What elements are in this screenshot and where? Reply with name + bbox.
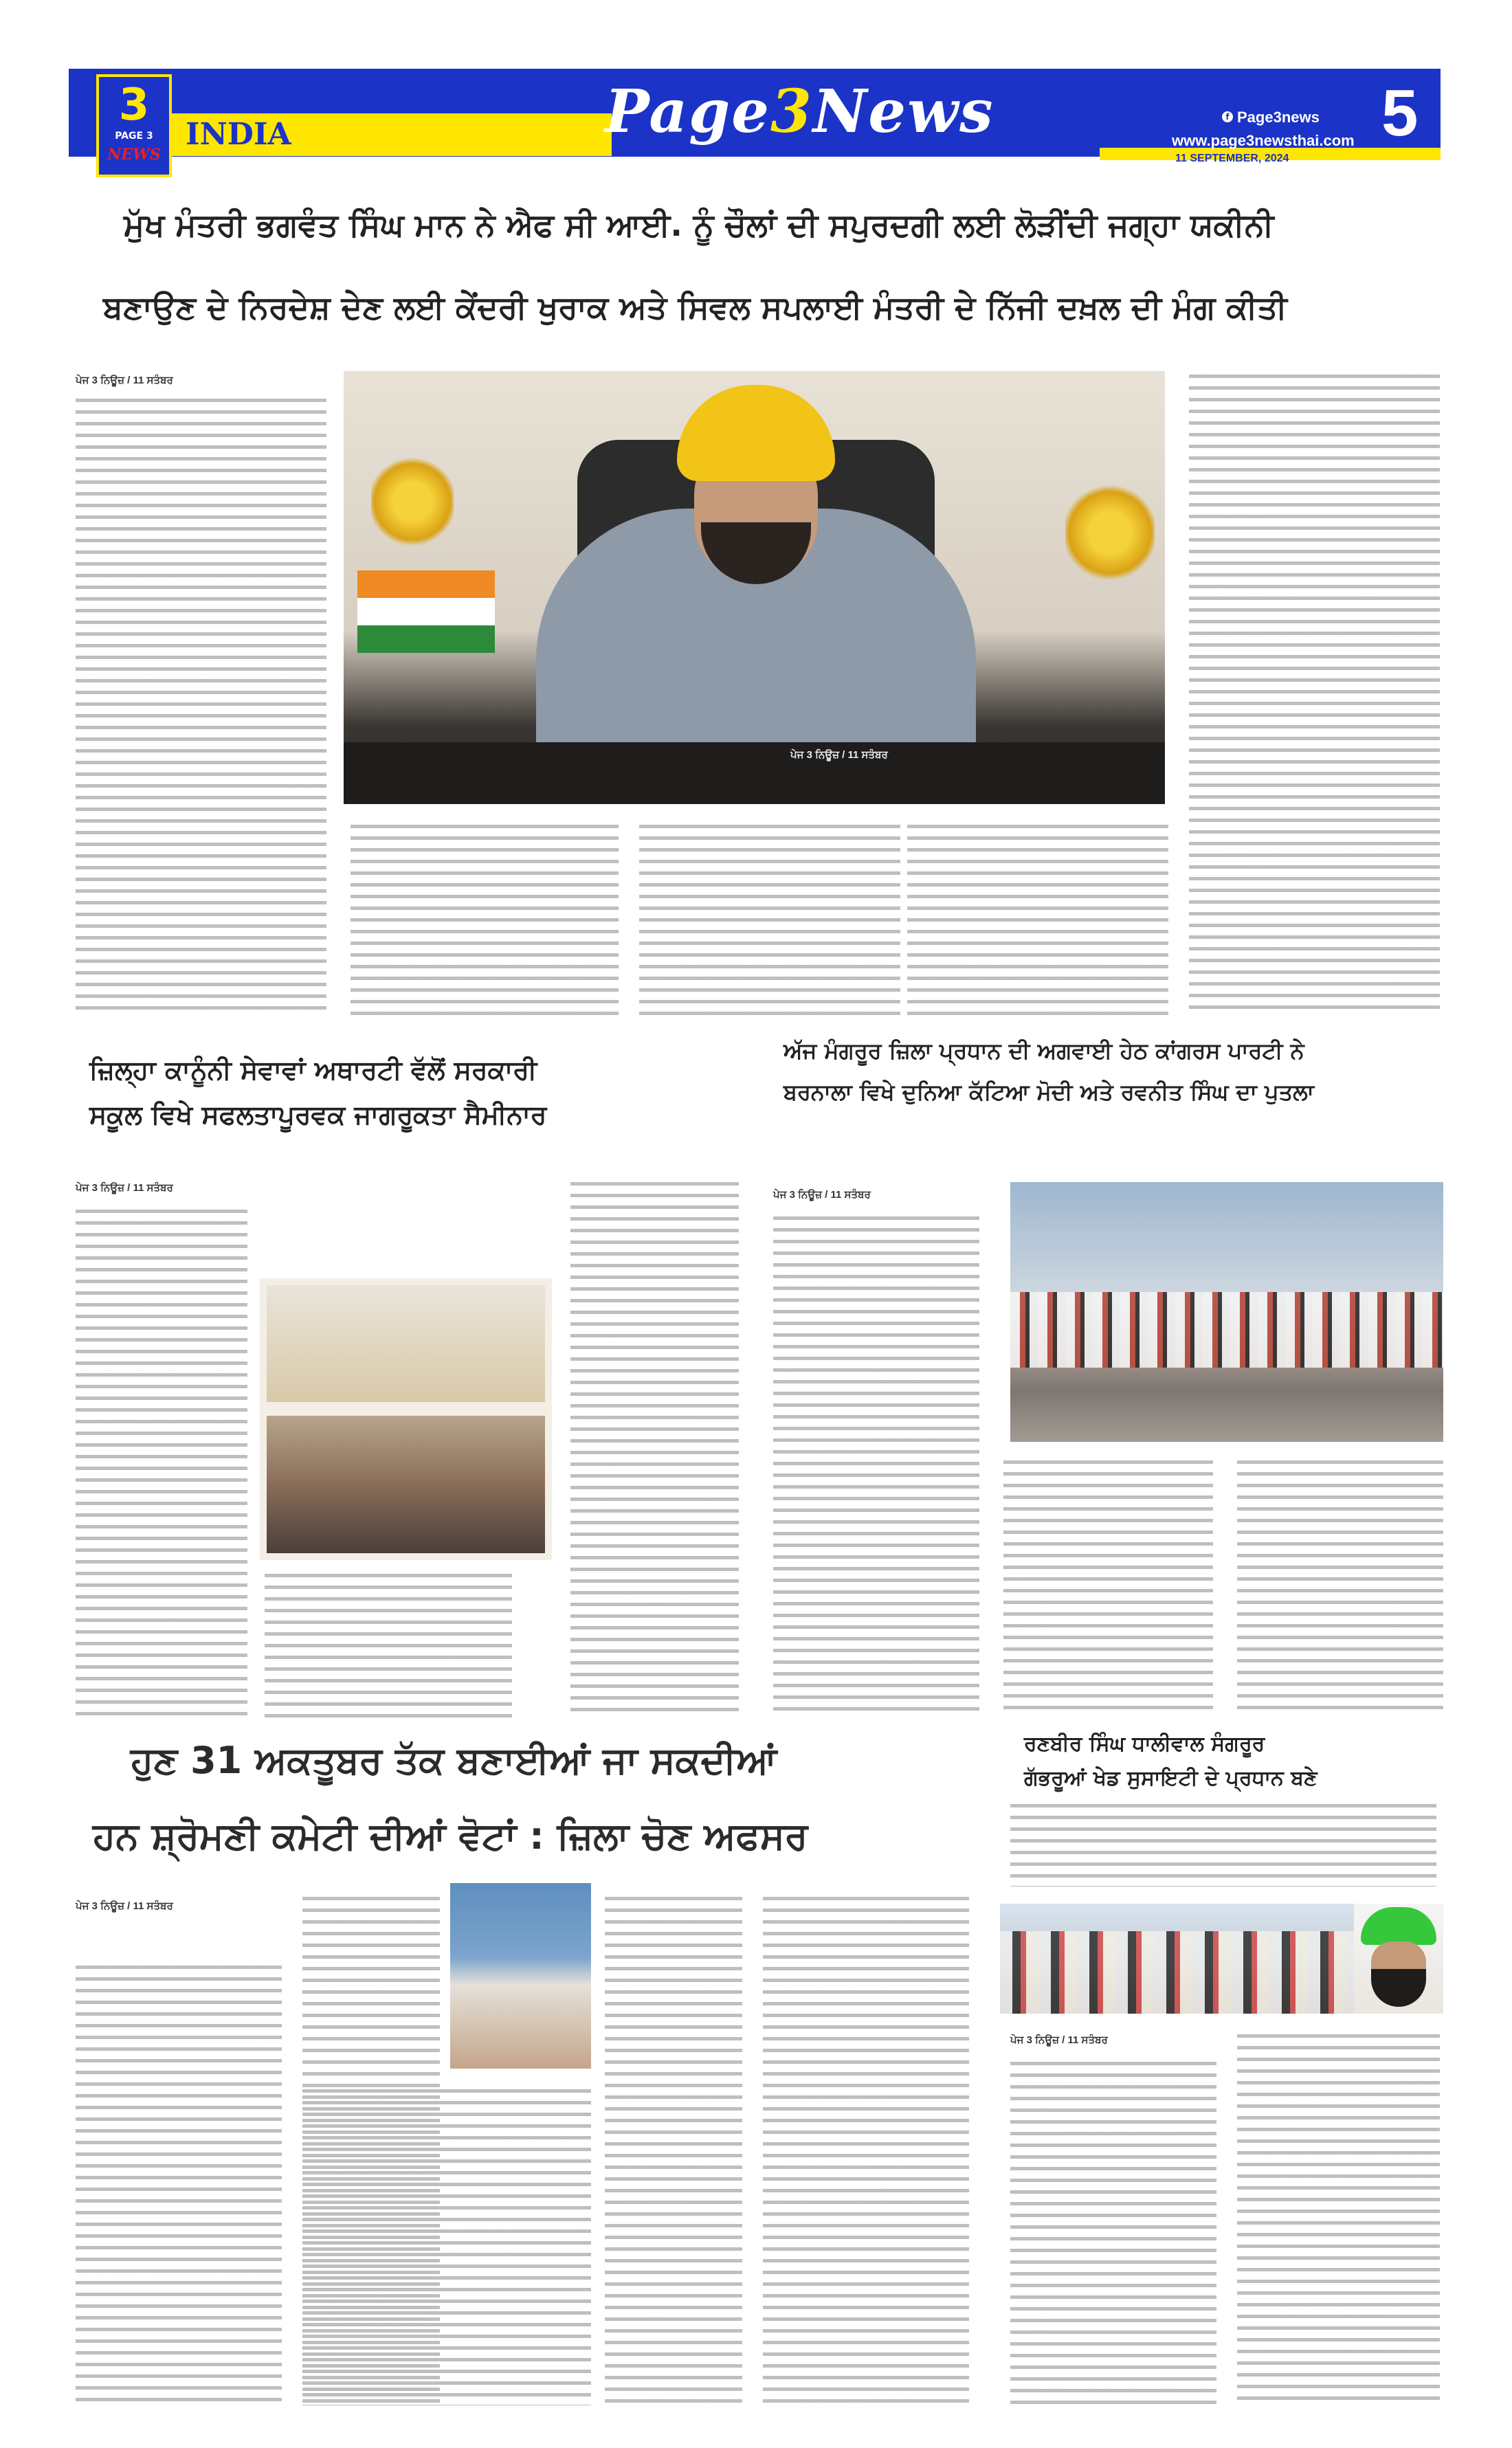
protest-column-3 bbox=[1237, 1460, 1443, 1715]
logo-number: 3 bbox=[118, 80, 150, 131]
election-column-2b bbox=[302, 2089, 591, 2405]
election-byline: ਪੇਜ 3 ਨਿਊਜ਼ / 11 ਸਤੰਬਰ bbox=[76, 1900, 173, 1912]
lead-photo-caption: ਪੇਜ 3 ਨਿਊਜ਼ / 11 ਸਤੰਬਰ bbox=[790, 749, 888, 761]
lead-column-3 bbox=[639, 825, 900, 1017]
seminar-headline-line1: ਜ਼ਿਲ੍ਹਾ ਕਾਨੂੰਨੀ ਸੇਵਾਵਾਂ ਅਥਾਰਟੀ ਵੱਲੋਂ ਸਰਕਾਰੀ bbox=[89, 1055, 537, 1085]
seminar-headline-line2: ਸਕੂਲ ਵਿਖੇ ਸਫਲਤਾਪੂਰਵਕ ਜਾਗਰੂਕਤਾ ਸੈਮੀਨਾਰ bbox=[89, 1100, 547, 1130]
lead-headline-line1: ਮੁੱਖ ਮੰਤਰੀ ਭਗਵੰਤ ਸਿੰਘ ਮਾਨ ਨੇ ਐਫ ਸੀ ਆਈ. ਨੂੰ ਚੌਲਾਂ ਦੀ ਸਪੁਰਦਗੀ ਲਈ ਲੋੜੀਂਦੀ ਜਗ੍ਹਾ ਯਕੀਨੀ bbox=[124, 206, 1274, 243]
sports-headline-line2: ਗੱਭਰੂਆਂ ਖੇਡ ਸੁਸਾਇਟੀ ਦੇ ਪ੍ਰਧਾਨ ਬਣੇ bbox=[1024, 1766, 1318, 1790]
election-officer-photo[interactable] bbox=[450, 1883, 591, 2069]
lead-column-4 bbox=[1189, 375, 1440, 1017]
flowers-right bbox=[1065, 481, 1155, 584]
seminar-column-1 bbox=[76, 1210, 247, 1718]
lead-headline-line2: ਬਣਾਉਣ ਦੇ ਨਿਰਦੇਸ਼ ਦੇਣ ਲਈ ਕੇਂਦਰੀ ਖੁਰਾਕ ਅਤੇ ਸਿਵਲ ਸਪਲਾਈ ਮੰਤਰੀ ਦੇ ਨਿੱਜੀ ਦਖ਼ਲ ਦੀ ਮੰਗ ਕੀਤੀ bbox=[103, 289, 1287, 326]
seminar-column-3 bbox=[570, 1182, 739, 1718]
election-column-1 bbox=[76, 1966, 282, 2405]
logo-sub: PAGE 3 bbox=[115, 131, 153, 142]
brand-prefix: Page bbox=[605, 77, 770, 146]
lead-column-2 bbox=[351, 825, 619, 1017]
seminar-column-2 bbox=[265, 1574, 512, 1718]
sports-group-people bbox=[1000, 1931, 1354, 2014]
protest-headline-line2: ਬਰਨਾਲਾ ਵਿਖੇ ਦੁਨਿਆ ਕੱਟਿਆ ਮੋਦੀ ਅਤੇ ਰਵਨੀਤ ਸਿੰਘ ਦਾ ਪੁਤਲਾ bbox=[783, 1079, 1314, 1105]
flowers-left bbox=[371, 454, 454, 550]
election-column-4 bbox=[763, 1897, 969, 2405]
protest-headline-line1: ਅੱਜ ਮੰਗਰੂਰ ਜ਼ਿਲਾ ਪ੍ਰਧਾਨ ਦੀ ਅਗਵਾਈ ਹੇਠ ਕਾਂਗਰਸ ਪਾਰਟੀ ਨੇ bbox=[783, 1038, 1304, 1064]
lead-column-3b bbox=[907, 825, 1168, 1017]
edition-date: 11 SEPTEMBER, 2024 bbox=[1175, 153, 1289, 164]
india-flag-icon bbox=[357, 570, 495, 653]
page3-logo[interactable] bbox=[96, 74, 172, 177]
page-number: 5 bbox=[1381, 76, 1419, 150]
brand-suffix: News bbox=[812, 77, 994, 146]
sports-column-1 bbox=[1010, 2062, 1216, 2405]
seminar-photo-audience bbox=[267, 1416, 545, 1553]
brand-number: 3 bbox=[770, 77, 813, 146]
election-headline-line1: ਹੁਣ 31 ਅਕਤੂਬਰ ਤੱਕ ਬਣਾਈਆਂ ਜਾ ਸਕਦੀਆਂ bbox=[131, 1739, 777, 1782]
website-link[interactable]: www.page3newsthai.com bbox=[1172, 132, 1355, 149]
facebook-icon[interactable]: f bbox=[1222, 111, 1233, 122]
section-label: INDIA bbox=[186, 117, 291, 152]
election-column-3 bbox=[605, 1897, 742, 2405]
sports-subhead bbox=[1010, 1804, 1436, 1887]
protest-byline: ਪੇਜ 3 ਨਿਊਜ਼ / 11 ਸਤੰਬਰ bbox=[773, 1189, 871, 1201]
sports-byline: ਪੇਜ 3 ਨਿਊਜ਼ / 11 ਸਤੰਬਰ bbox=[1010, 2034, 1108, 2046]
seminar-byline: ਪੇਜ 3 ਨਿਊਜ਼ / 11 ਸਤੰਬਰ bbox=[76, 1182, 173, 1194]
desk bbox=[344, 742, 1165, 804]
social-handle[interactable]: Page3news bbox=[1237, 109, 1320, 126]
protest-column-1 bbox=[773, 1216, 979, 1711]
brand-title[interactable] bbox=[605, 77, 994, 146]
logo-news: NEWS bbox=[107, 146, 161, 164]
lead-byline: ਪੇਜ 3 ਨਿਊਜ਼ / 11 ਸਤੰਬਰ bbox=[76, 375, 173, 386]
election-headline-line2: ਹਨ ਸ਼੍ਰੋਮਣੀ ਕਮੇਟੀ ਦੀਆਂ ਵੋਟਾਂ : ਜ਼ਿਲਾ ਚੋਣ ਅਫਸਰ bbox=[93, 1814, 808, 1858]
lead-column-1 bbox=[76, 399, 326, 1017]
protest-crowd bbox=[1010, 1292, 1443, 1368]
protest-column-2 bbox=[1003, 1460, 1213, 1715]
sports-headline-line1: ਰਣਬੀਰ ਸਿੰਘ ਧਾਲੀਵਾਲ ਸੰਗਰੂਰ bbox=[1024, 1732, 1265, 1756]
seminar-photo-stage bbox=[267, 1285, 545, 1402]
sports-column-2 bbox=[1237, 2034, 1440, 2405]
